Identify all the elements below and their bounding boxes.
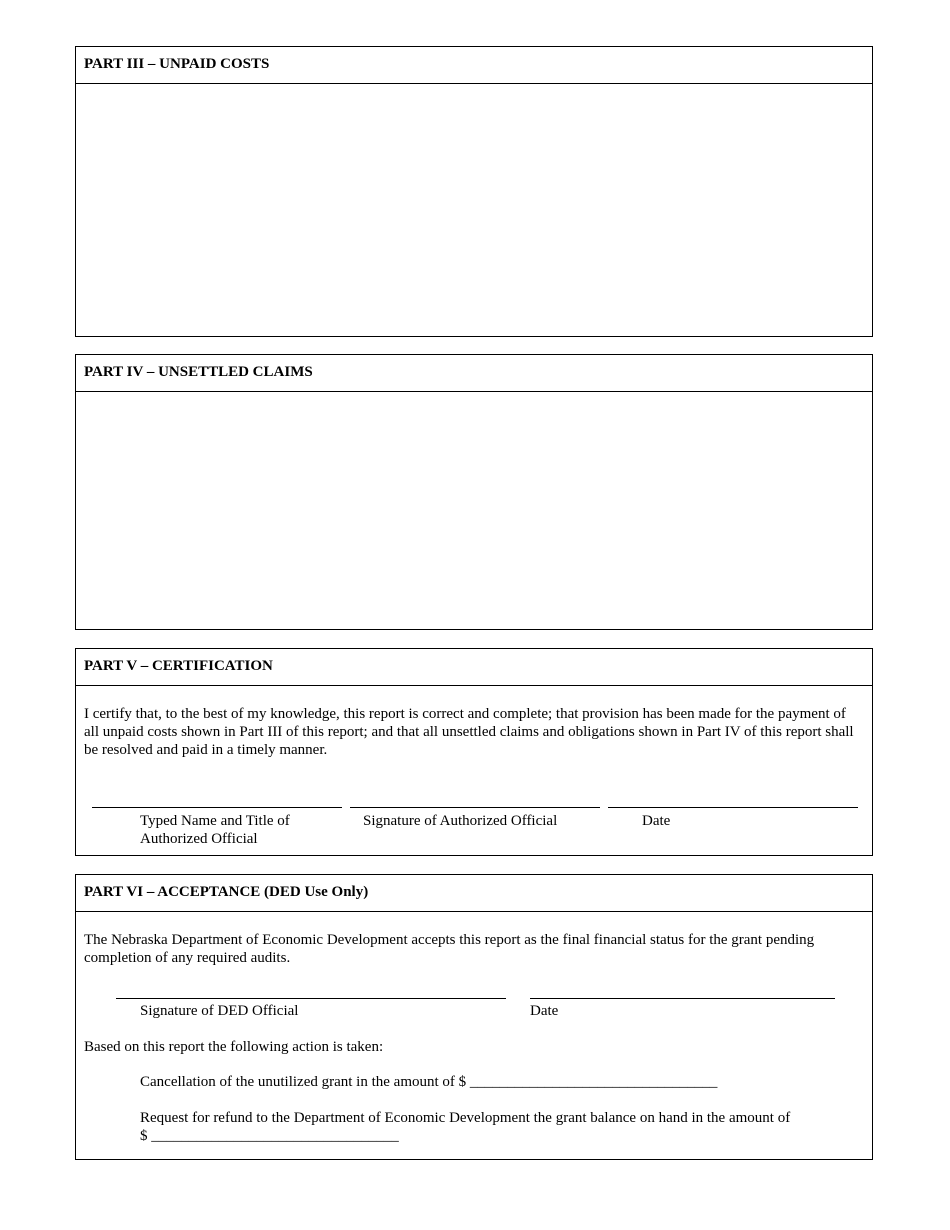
typed-name-label-line2: Authorized Official <box>140 831 258 847</box>
ded-date-line[interactable] <box>530 998 835 999</box>
typed-name-line[interactable] <box>92 807 342 808</box>
part3-section <box>75 46 873 337</box>
refund-option[interactable] <box>140 1109 790 1145</box>
action-intro: Based on this report the following action is taken: <box>84 1039 384 1055</box>
part3-content-area[interactable] <box>76 84 872 336</box>
date-label: Date <box>642 813 671 829</box>
part5-title: PART V – CERTIFICATION <box>76 649 872 686</box>
part5-section <box>75 648 873 856</box>
acceptance-statement: The Nebraska Department of Economic Development accepts this report as the final financial status for the grant pending completion of any required audits. <box>84 932 815 966</box>
typed-name-label-line1: Typed Name and Title of <box>140 813 290 829</box>
signature-line[interactable] <box>350 807 600 808</box>
ded-signature-label: Signature of DED Official <box>140 1003 299 1019</box>
part6-section <box>75 874 873 1160</box>
part4-section <box>75 354 873 630</box>
refund-option-line1: Request for refund to the Department of Economic Development the grant balance on hand in the amount of <box>140 1110 791 1126</box>
part4-content-area[interactable] <box>76 392 872 629</box>
part3-title: PART III – UNPAID COSTS <box>76 47 872 84</box>
part4-title: PART IV – UNSETTLED CLAIMS <box>76 355 872 392</box>
part6-title: PART VI – ACCEPTANCE (DED Use Only) <box>76 875 872 912</box>
ded-date-label: Date <box>530 1003 559 1019</box>
signature-label: Signature of Authorized Official <box>363 813 558 829</box>
ded-signature-line[interactable] <box>116 998 506 999</box>
typed-name-label <box>140 812 290 848</box>
date-line[interactable] <box>608 807 858 808</box>
cancellation-option[interactable]: Cancellation of the unutilized grant in the amount of $ _________________________________ <box>140 1074 718 1090</box>
certification-statement: I certify that, to the best of my knowledge, this report is correct and complete; that provision has been made for the payment of all unpaid costs shown in Part III of this report; and that all unsettled claims and obligations shown in Part IV of this report shall be resolved and paid in a timely manner. <box>84 706 854 758</box>
refund-option-line2: $ _________________________________ <box>140 1128 399 1144</box>
